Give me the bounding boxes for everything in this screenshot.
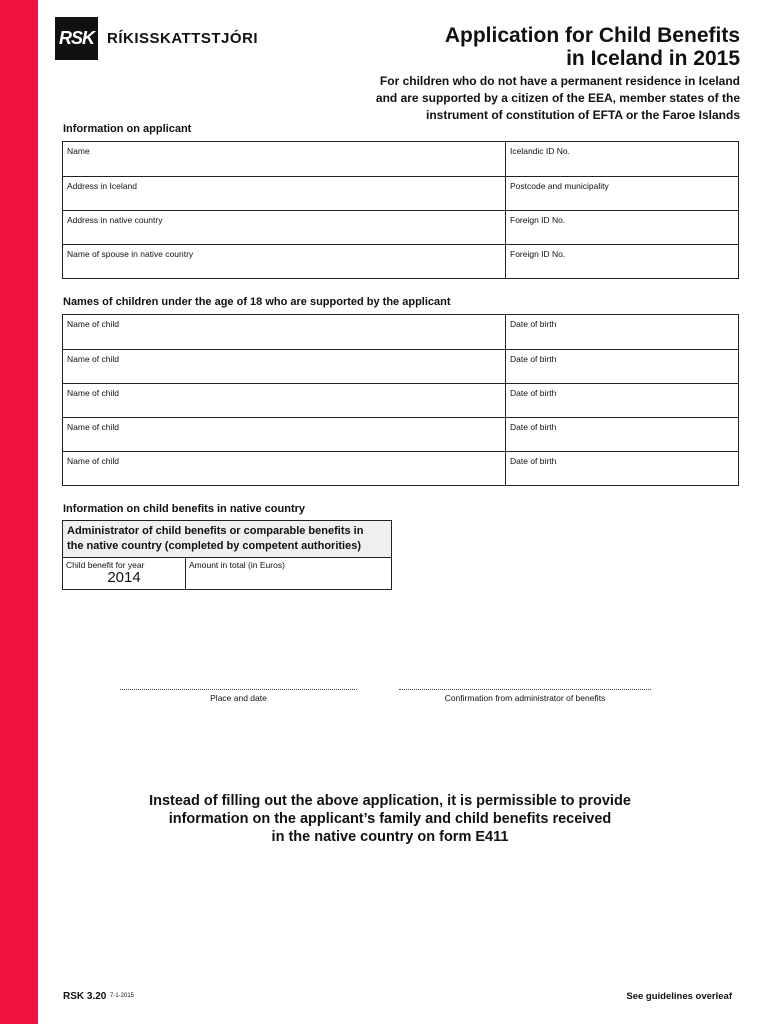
field-label: Icelandic ID No. (510, 146, 570, 156)
field-label: Name of child (67, 319, 119, 329)
child-name-field[interactable] (63, 384, 506, 417)
benefits-heading: Information on child benefits in native country (63, 503, 306, 515)
page-title (445, 24, 740, 70)
benefit-box-line-1: Administrator of child benefits or comparable benefits in (67, 525, 364, 537)
child-dob-field[interactable] (506, 452, 738, 485)
rsk-logo (55, 17, 258, 60)
child-dob-field[interactable] (506, 384, 738, 417)
red-side-bar (0, 0, 38, 1024)
applicant-heading: Information on applicant (63, 123, 192, 135)
subtitle-line-3: instrument of constitution of EFTA or the Faroe Islands (425, 108, 740, 122)
field-label: Name of child (67, 354, 119, 364)
field-label: Address in Iceland (67, 181, 137, 191)
notice-line-2: information on the applicant’s family and child benefits received (168, 811, 612, 827)
field-label: Date of birth (510, 319, 557, 329)
field-label: Postcode and municipality (510, 181, 609, 191)
title-line-1: Application for Child Benefits (444, 24, 740, 47)
child-row (63, 417, 738, 451)
year-label: Child benefit for year (66, 560, 145, 570)
child-name-field[interactable] (63, 350, 506, 383)
amount-label: Amount in total (in Euros) (189, 560, 285, 570)
applicant-row (63, 244, 738, 278)
applicant-row (63, 142, 738, 176)
child-name-field[interactable] (63, 315, 506, 349)
child-row (63, 451, 738, 485)
address-native-field[interactable] (63, 211, 506, 244)
logo-mark: RSK (55, 17, 98, 60)
benefit-box-header (63, 521, 391, 558)
field-label: Name of spouse in native country (67, 249, 194, 259)
benefit-box-body (63, 558, 391, 590)
child-dob-field[interactable] (506, 315, 738, 349)
title-line-2: in Iceland in 2015 (566, 47, 740, 70)
child-row (63, 383, 738, 417)
field-label: Name (67, 146, 90, 156)
form-code: RSK 3.20 (63, 991, 107, 1002)
place-date-line[interactable] (120, 689, 357, 690)
subtitle-line-1: For children who do not have a permanent residence in Iceland (379, 74, 740, 88)
postcode-field[interactable] (506, 177, 738, 210)
applicant-row (63, 176, 738, 210)
icelandic-id-field[interactable] (506, 142, 738, 176)
confirmation-line[interactable] (399, 689, 651, 690)
spouse-name-field[interactable] (63, 245, 506, 278)
e411-notice (60, 792, 720, 846)
children-heading: Names of children under the age of 18 who are supported by the applicant (63, 296, 451, 308)
child-row (63, 315, 738, 349)
field-label: Date of birth (510, 388, 557, 398)
year-value: 2014 (107, 569, 141, 586)
subtitle-line-2: and are supported by a citizen of the EEA, member states of the (375, 91, 740, 105)
child-name-field[interactable] (63, 418, 506, 451)
applicant-grid (62, 141, 739, 279)
benefit-box-line-2: the native country (completed by competent authorities) (67, 540, 361, 552)
field-label: Date of birth (510, 422, 557, 432)
children-grid (62, 314, 739, 486)
page-subtitle (320, 73, 740, 124)
field-label: Foreign ID No. (510, 249, 566, 259)
confirmation-label: Confirmation from administrator of benefits (444, 693, 606, 703)
child-dob-field[interactable] (506, 418, 738, 451)
benefit-year-field[interactable] (63, 558, 186, 590)
name-field[interactable] (63, 142, 506, 176)
field-label: Foreign ID No. (510, 215, 566, 225)
field-label: Name of child (67, 388, 119, 398)
form-date: 7-1-2015 (110, 993, 135, 999)
child-name-field[interactable] (63, 452, 506, 485)
foreign-id-field[interactable] (506, 211, 738, 244)
amount-field[interactable] (186, 558, 391, 590)
child-row (63, 349, 738, 383)
child-dob-field[interactable] (506, 350, 738, 383)
field-label: Name of child (67, 456, 119, 466)
notice-line-3: in the native country on form E411 (271, 829, 509, 845)
field-label: Date of birth (510, 456, 557, 466)
logo-text: RÍKISSKATTSTJÓRI (107, 30, 259, 47)
field-label: Address in native country (67, 215, 163, 225)
notice-line-1: Instead of filling out the above application, it is permissible to provide (149, 793, 631, 809)
spouse-foreign-id-field[interactable] (506, 245, 738, 278)
place-date-label: Place and date (210, 693, 267, 703)
guidelines-note: See guidelines overleaf (626, 991, 732, 1002)
field-label: Date of birth (510, 354, 557, 364)
applicant-row (63, 210, 738, 244)
field-label: Name of child (67, 422, 119, 432)
benefit-box (62, 520, 392, 590)
address-iceland-field[interactable] (63, 177, 506, 210)
